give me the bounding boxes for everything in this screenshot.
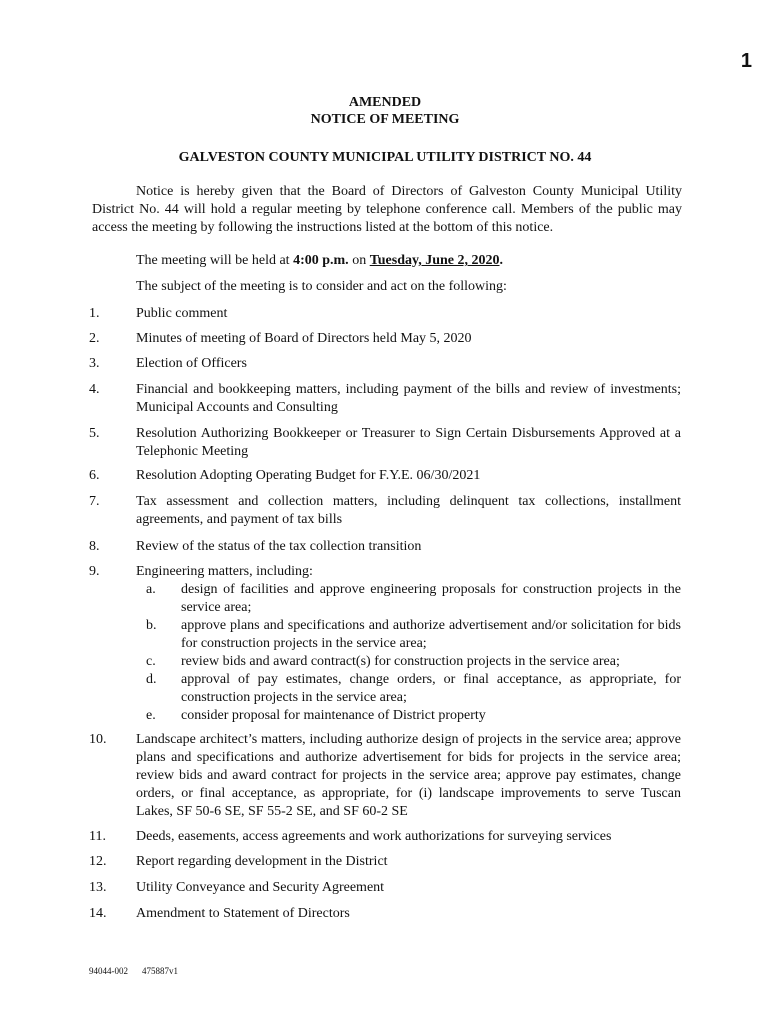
item-number: 6.	[89, 468, 100, 483]
engineering-heading: Engineering matters, including:	[136, 564, 313, 579]
item-number: 5.	[89, 426, 100, 441]
item-text: Election of Officers	[136, 356, 247, 371]
item-text: Utility Conveyance and Security Agreement	[136, 880, 385, 895]
item-number: 10.	[89, 732, 107, 747]
subitem-text: consider proposal for maintenance of District property	[181, 708, 486, 723]
subject-line: The subject of the meeting is to consider and act on the following:	[136, 279, 507, 294]
item-number: 2.	[89, 331, 100, 346]
engineering-subitem	[136, 707, 681, 725]
notice-title: NOTICE OF MEETING	[310, 112, 460, 127]
footer-version: 475887v1	[142, 966, 178, 976]
intro-paragraph: Notice is hereby given that the Board of Directors of Galveston County Municipal Utility District No. 44 will hold a regular meeting by telephone conference call. Members of the public may access the meeting by following the instructions listed at the bottom of this notice.	[92, 184, 682, 235]
item-text	[136, 563, 681, 725]
engineering-subitem	[136, 671, 681, 707]
meeting-middle: on	[348, 253, 370, 268]
footer-doc-id: 94044-002	[89, 966, 128, 976]
subitem-letter: b.	[146, 618, 157, 633]
item-number: 9.	[89, 564, 100, 579]
meeting-date: Tuesday, June 2, 2020	[369, 253, 500, 268]
item-number: 3.	[89, 356, 100, 371]
item-text: Tax assessment and collection matters, including delinquent tax collections, installment agreements, and payment of tax bills	[136, 494, 681, 527]
item-text: Amendment to Statement of Directors	[136, 906, 350, 921]
item-text: Resolution Adopting Operating Budget for F.Y.E. 06/30/2021	[136, 468, 481, 483]
engineering-subitem	[136, 617, 681, 653]
meeting-suffix: .	[499, 253, 503, 268]
item-number: 11.	[89, 829, 106, 844]
subitem-text: review bids and award contract(s) for construction projects in the service area;	[181, 654, 620, 669]
item-text: Report regarding development in the District	[136, 854, 388, 869]
subitem-letter: c.	[146, 654, 156, 669]
item-text: Landscape architect’s matters, including authorize design of projects in the service area; approve plans and specifications and authorize advertisement for bids for projects in the service area; review bids and award contract for projects in the service area; approve pay estimates, change orders, or final acceptance, as appropriate, for (i) landscape improvements to serve Tuscan Lakes, SF 50-6 SE, SF 55-2 SE, and SF 60-2 SE	[136, 732, 681, 819]
meeting-time-line	[136, 253, 503, 269]
item-number: 7.	[89, 494, 100, 509]
item-text: Minutes of meeting of Board of Directors held May 5, 2020	[136, 331, 472, 346]
meeting-prefix: The meeting will be held at	[136, 253, 294, 268]
subitem-text: approve plans and specifications and authorize advertisement and/or solicitation for bids for construction projects in the service area;	[181, 618, 681, 651]
item-text: Public comment	[136, 306, 228, 321]
subitem-letter: d.	[146, 672, 157, 687]
item-number: 13.	[89, 880, 107, 895]
item-number: 12.	[89, 854, 107, 869]
item-text: Financial and bookkeeping matters, including payment of the bills and review of investments; Municipal Accounts and Consulting	[136, 382, 681, 415]
item-text: Resolution Authorizing Bookkeeper or Treasurer to Sign Certain Disbursements Approved at a Telephonic Meeting	[136, 426, 681, 459]
item-number: 1.	[89, 306, 100, 321]
page-number: 1	[740, 50, 752, 72]
item-number: 4.	[89, 382, 100, 397]
meeting-time: 4:00 p.m.	[293, 253, 349, 268]
item-number: 14.	[89, 906, 107, 921]
subitem-text: design of facilities and approve engineering proposals for construction projects in the service area;	[181, 582, 681, 615]
item-number: 8.	[89, 539, 100, 554]
subitem-letter: e.	[146, 708, 156, 723]
engineering-subitem	[136, 581, 681, 617]
item-text: Review of the status of the tax collection transition	[136, 539, 422, 554]
subitem-text: approval of pay estimates, change orders, or final acceptance, as appropriate, for construction projects in the service area;	[181, 672, 681, 705]
amended-label: AMENDED	[348, 95, 422, 110]
document-footer	[89, 966, 192, 976]
engineering-subitem	[136, 653, 681, 671]
notice-heading	[0, 94, 770, 128]
subitem-letter: a.	[146, 582, 156, 597]
item-text: Deeds, easements, access agreements and work authorizations for surveying services	[136, 829, 612, 844]
district-title: GALVESTON COUNTY MUNICIPAL UTILITY DISTRICT NO. 44	[178, 150, 592, 165]
